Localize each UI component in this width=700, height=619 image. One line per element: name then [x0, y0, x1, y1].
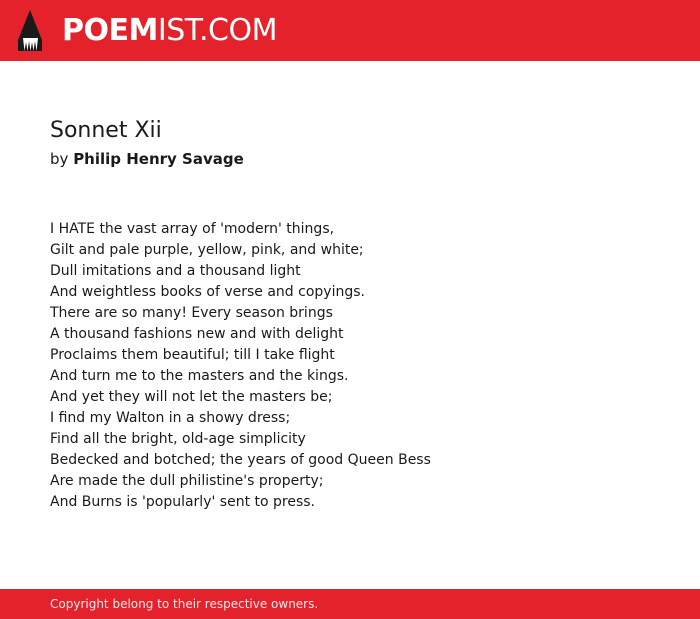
poem-line: Bedecked and botched; the years of good Queen Bess [50, 452, 431, 468]
site-logo[interactable] [62, 14, 277, 48]
poem-line: And turn me to the masters and the kings. [50, 368, 349, 384]
poem-line: Find all the bright, old-age simplicity [50, 431, 306, 447]
author-name: Philip Henry Savage [73, 150, 244, 168]
poem-line: Are made the dull philistine's property; [50, 473, 324, 489]
site-header [0, 0, 700, 61]
poem-title: Sonnet Xii [50, 118, 162, 143]
poem-line: And yet they will not let the masters be; [50, 389, 333, 405]
poem-line: I HATE the vast array of 'modern' things, [50, 221, 335, 237]
byline [50, 148, 244, 170]
poem-line: A thousand fashions new and with delight [50, 326, 344, 342]
byline-label: by [50, 150, 69, 168]
poem-line: And weightless books of verse and copyings. [50, 284, 365, 300]
pencil-icon[interactable] [18, 10, 42, 51]
poem-line: And Burns is 'popularly' sent to press. [50, 494, 315, 510]
poem-body [50, 219, 431, 513]
logo-text-bold: POEM [62, 13, 158, 48]
poem-line: Dull imitations and a thousand light [50, 263, 301, 279]
copyright-text: Copyright belong to their respective owners. [50, 597, 319, 611]
poem-line: Proclaims them beautiful; till I take flight [50, 347, 335, 363]
poem-line: Gilt and pale purple, yellow, pink, and white; [50, 242, 364, 258]
poem-line: There are so many! Every season brings [50, 305, 333, 321]
site-footer [0, 589, 700, 619]
poem-line: I find my Walton in a showy dress; [50, 410, 291, 426]
logo-text-light: IST.COM [157, 13, 277, 48]
